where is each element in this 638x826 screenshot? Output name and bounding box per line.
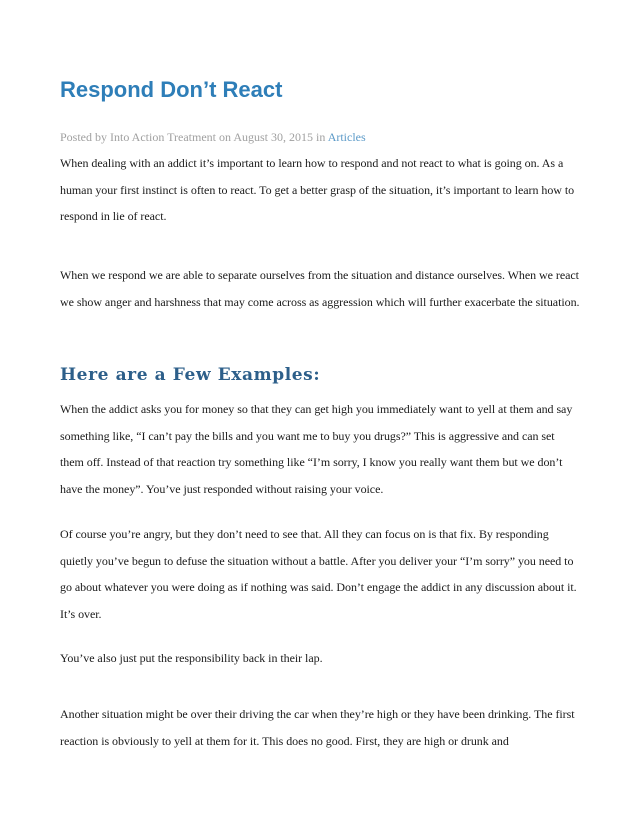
paragraph-4: Of course you’re angry, but they don’t need to see that. All they can focus on is that fix. By responding quietly you’ve begun to defuse the situation without a battle. After you deliver your “I’m sorry” you need to go about whatever you were doing as if nothing was said. Don’t engage the addict in any discussion about it. It’s over.: [60, 527, 577, 621]
section-heading: Here are a Few Examples:: [60, 365, 321, 385]
paragraph-6: Another situation might be over their driving the car when they’re high or they have been drinking. The first reaction is obviously to yell at them for it. This does no good. First, they are high or drunk and: [60, 707, 575, 748]
post-meta: [60, 129, 366, 145]
article-title: Respond Don’t React: [60, 77, 283, 102]
post-meta-text: Posted by Into Action Treatment on August 30, 2015 in: [60, 130, 328, 144]
paragraph-1: When dealing with an addict it’s important to learn how to respond and not react to what is going on. As a human your first instinct is often to react. To get a better grasp of the situation, it’s important to learn how to respond in lie of react.: [60, 156, 575, 223]
paragraph-3: When the addict asks you for money so that they can get high you immediately want to yell at them and say something like, “I can’t pay the bills and you want me to buy you drugs?” This is aggressive and can set them off. Instead of that reaction try something like “I’m sorry, I know you really want them but we don’t have the money”. You’ve just responded without raising your voice.: [60, 402, 573, 496]
paragraph-5: You’ve also just put the responsibility back in their lap.: [60, 651, 323, 665]
category-link[interactable]: Articles: [327, 130, 366, 144]
paragraph-2: When we respond we are able to separate ourselves from the situation and distance ourselves. When we react we show anger and harshness that may come across as aggression which will further exacerbate the situation.: [60, 268, 580, 309]
